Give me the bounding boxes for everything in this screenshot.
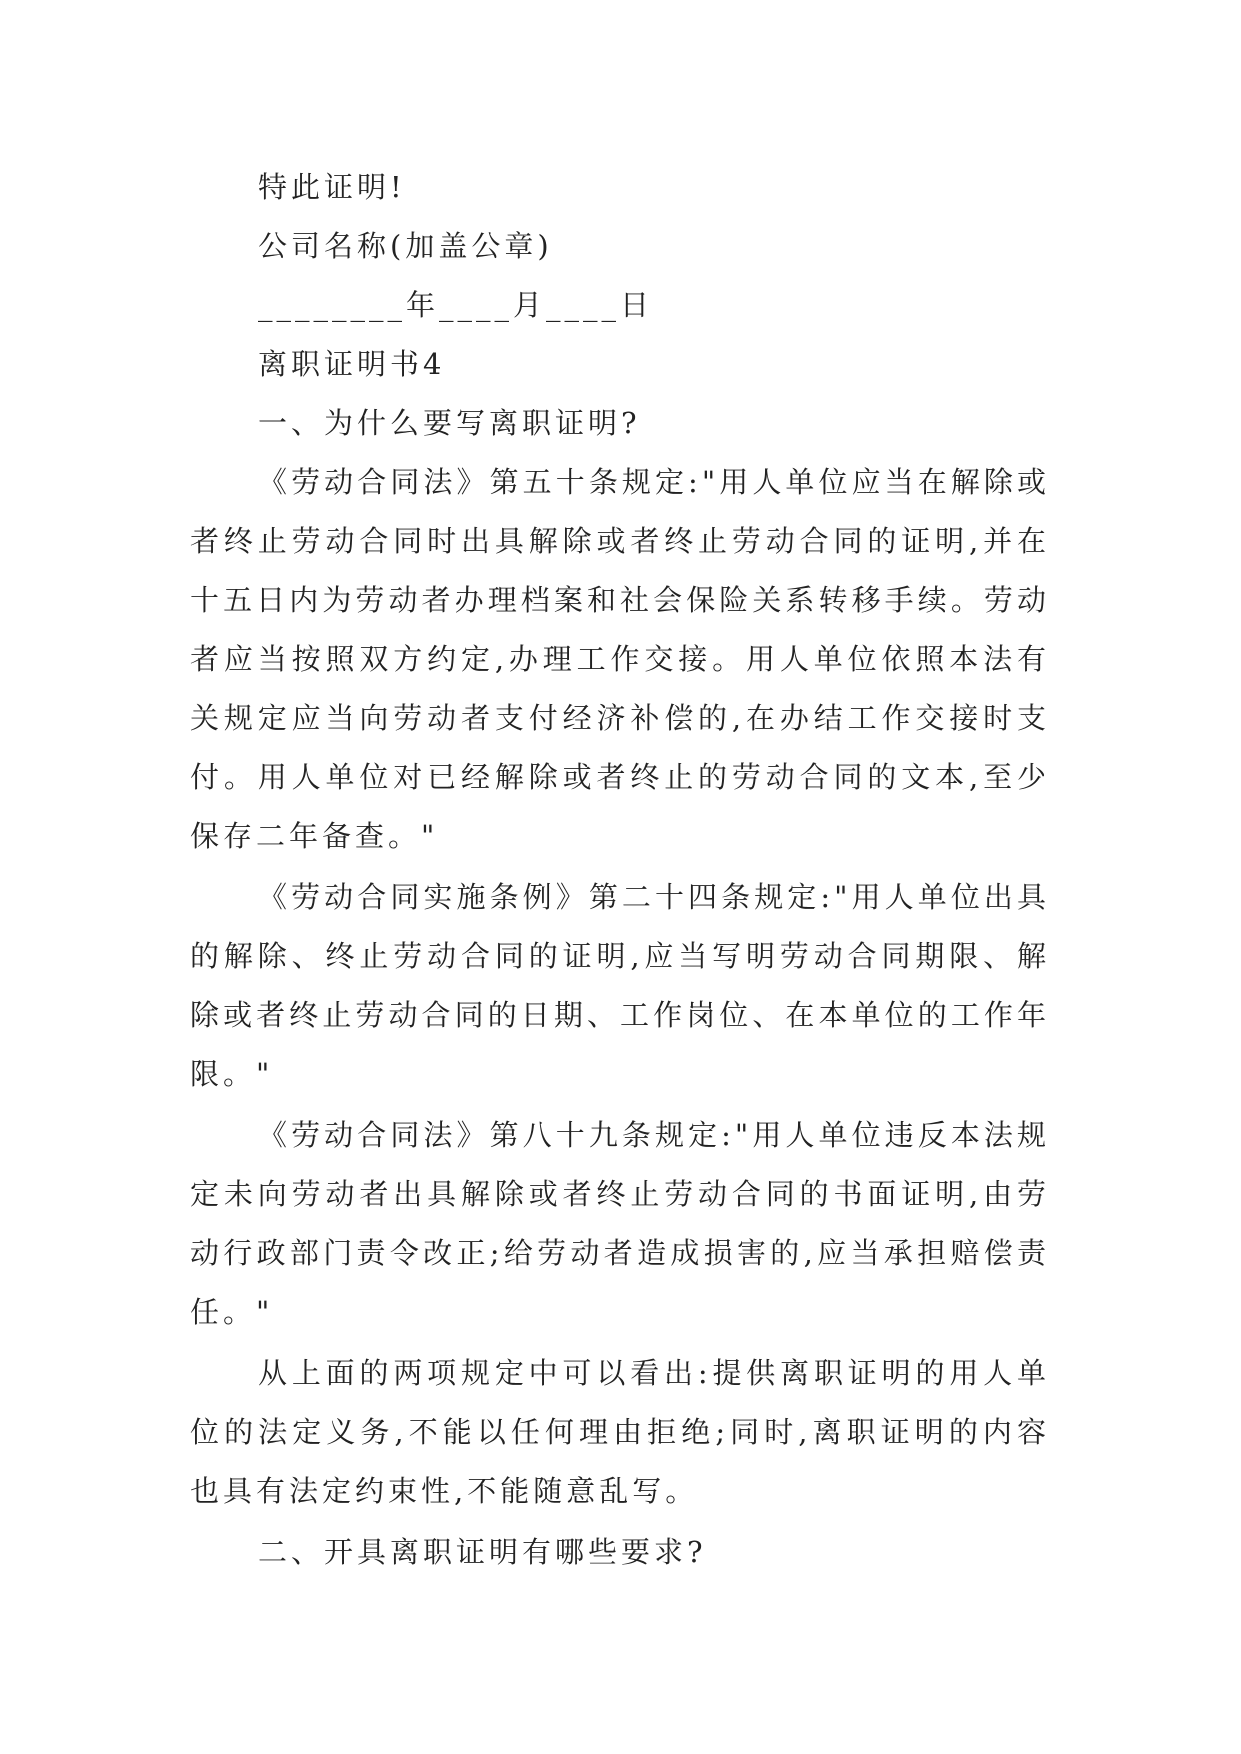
company-name-line: 公司名称(加盖公章): [258, 229, 553, 263]
paragraph-labor-law-article-89: 《劳动合同法》第八十九条规定:"用人单位违反本法规定未向劳动者出具解除或者终止劳动合同的书面证明,由劳动行政部门责令改正;给劳动者造成损害的,应当承担赔偿责任。": [190, 1118, 1050, 1329]
question-heading-2: 二、开具离职证明有哪些要求?: [258, 1535, 707, 1569]
document-body: [190, 158, 1050, 1582]
closing-line: 特此证明!: [258, 170, 406, 204]
paragraph-regulation-article-24: 《劳动合同实施条例》第二十四条规定:"用人单位出具的解除、终止劳动合同的证明,应当写明劳动合同期限、解除或者终止劳动合同的日期、工作岗位、在本单位的工作年限。": [190, 880, 1050, 1091]
paragraph-labor-law-article-50: 《劳动合同法》第五十条规定:"用人单位应当在解除或者终止劳动合同时出具解除或者终止劳动合同的证明,并在十五日内为劳动者办理档案和社会保险关系转移手续。劳动者应当按照双方约定,办理工作交接。用人单位依照本法有关规定应当向劳动者支付经济补偿的,在办结工作交接时支付。用人单位对已经解除或者终止的劳动合同的文本,至少保存二年备查。": [190, 465, 1050, 853]
section-title: 离职证明书4: [258, 347, 446, 381]
question-heading-1: 一、为什么要写离职证明?: [258, 406, 641, 440]
date-line: ________年____月____日: [258, 288, 654, 322]
paragraph-summary: 从上面的两项规定中可以看出:提供离职证明的用人单位的法定义务,不能以任何理由拒绝;同时,离职证明的内容也具有法定约束性,不能随意乱写。: [190, 1356, 1050, 1508]
